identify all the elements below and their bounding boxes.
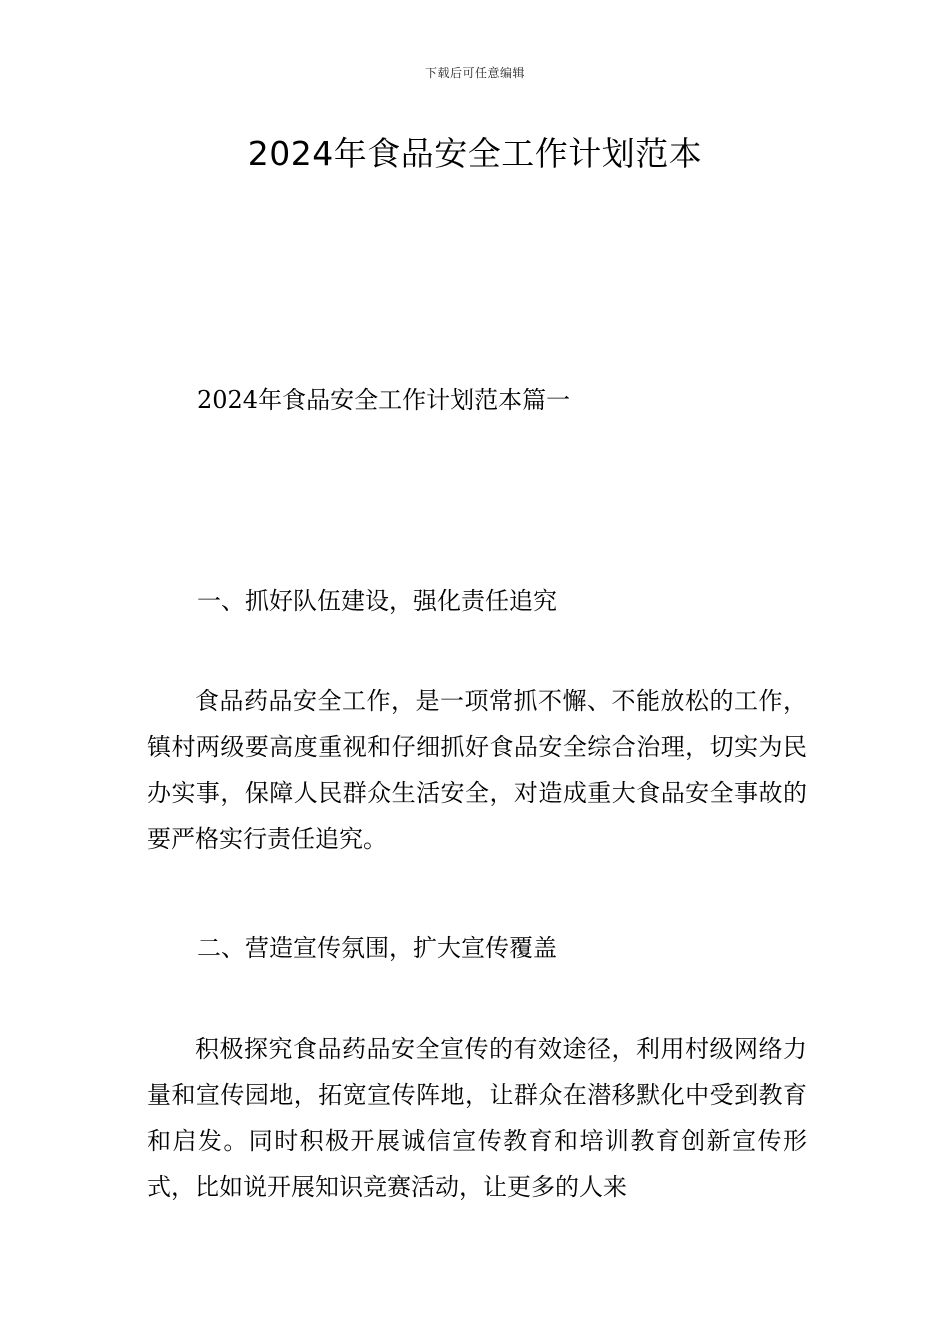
body-paragraph: 积极探究食品药品安全宣传的有效途径，利用村级网络力量和宣传园地，拓宽宣传阵地，让群众在潜移默化中受到教育和启发。同时积极开展诚信宣传教育和培训教育创新宣传形式，比如说开展知识竞赛活动，让更多的人来 xyxy=(147,1035,807,1201)
document-subtitle: 2024年食品安全工作计划范本篇一 xyxy=(197,386,571,414)
section-heading: 一、抓好队伍建设，强化责任追究 xyxy=(197,587,557,615)
section-heading: 二、营造宣传氛围，扩大宣传覆盖 xyxy=(197,934,557,962)
body-paragraph: 食品药品安全工作，是一项常抓不懈、不能放松的工作，镇村两级要高度重视和仔细抓好食品安全综合治理，切实为民办实事，保障人民群众生活安全，对造成重大食品安全事故的要严格实行责任追究。 xyxy=(147,687,807,853)
header-note: 下载后可任意编辑 xyxy=(424,66,525,80)
document-title: 2024年食品安全工作计划范本 xyxy=(247,134,703,173)
